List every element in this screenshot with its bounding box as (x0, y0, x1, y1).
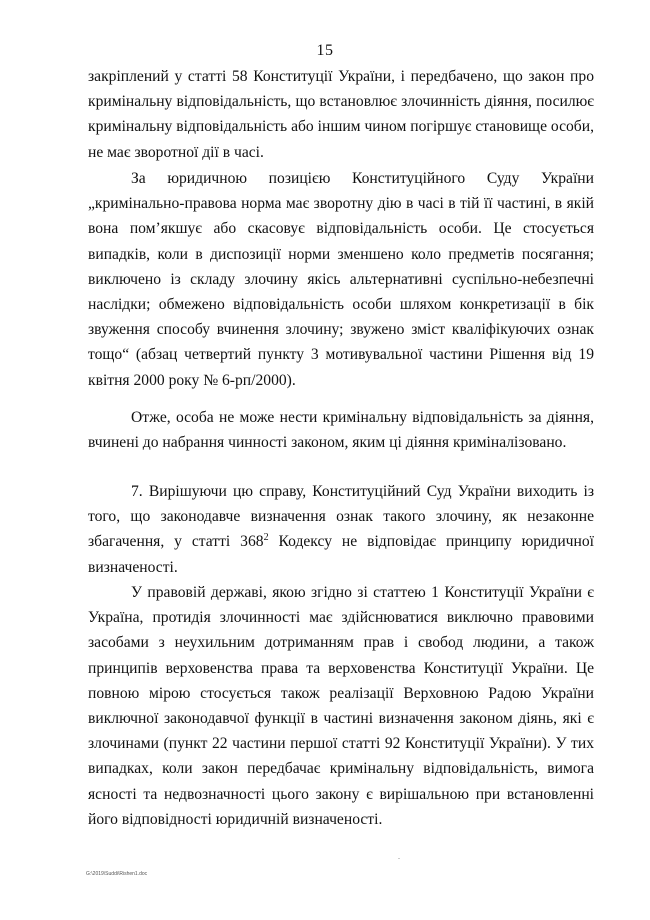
paragraph-section-7 (88, 479, 594, 580)
paragraph-rule-of-law: У правовій державі, якою згідно зі статтею 1 Конституції України є Україна, протидія злочинності має здійснюватися виключно правовими засобами з неухильним дотриманням прав і свобод людини, а також принципів верховенства права та верховенства Конституції України. Це повною мірою стосується також реалізації Верховною Радою України виключної законодавчої функції в частині визначення законом діянь, які є злочинами (пункт 22 частини першої статті 92 Конституції України). У тих випадках, коли закон передбачає кримінальну відповідальність, вимога ясності та недвозначності цього закону є вирішальною при встановленні його відповідності юридичній визначеності. (88, 584, 594, 828)
article-superscript: 2 (263, 532, 269, 544)
page-number: 15 (316, 42, 334, 59)
paragraph-continuation: закріплений у статті 58 Конституції України, і передбачено, що закон про кримінальну відповідальність, що встановлює злочинність діяння, посилює кримінальну відповідальність або іншим чином погіршує становище особи, не має зворотної дії в часі. (88, 68, 594, 161)
scan-speck (398, 858, 400, 859)
section-7-text-before: 7. Вирішуючи цю справу, Конституційний Суд України виходить із того, що законодавче визначення ознак такого злочину, як незаконне збагачення, у статті 368 (88, 483, 594, 551)
paragraph-court-position: За юридичною позицією Конституційного Суду України „кримінально-правова норма має зворотну дію в часі в тій її частині, в якій вона пом’якшує або скасовує відповідальність особи. Це стосується випадків, коли в диспозиції норми зменшено коло предметів посягання; виключено із складу злочину якісь альтернативні суспільно-небезпечні наслідки; обмежено відповідальність особи шляхом конкретизації в бік звуження способу вчинення злочину; звужено зміст кваліфікуючих ознак тощо“ (абзац четвертий пункту 3 мотивувальної частини Рішення від 19 квітня 2000 року № 6-рп/2000). (88, 170, 594, 389)
footer-file-path: G:\2019\Suddi\Rishen1.doc (86, 871, 148, 877)
paragraph-conclusion: Отже, особа не може нести кримінальну відповідальність за діяння, вчинені до набрання чинності законом, яким ці діяння криміналізовано. (88, 409, 594, 452)
section-7-text-after: Кодексу не відповідає принципу юридичної визначеності. (88, 533, 594, 576)
